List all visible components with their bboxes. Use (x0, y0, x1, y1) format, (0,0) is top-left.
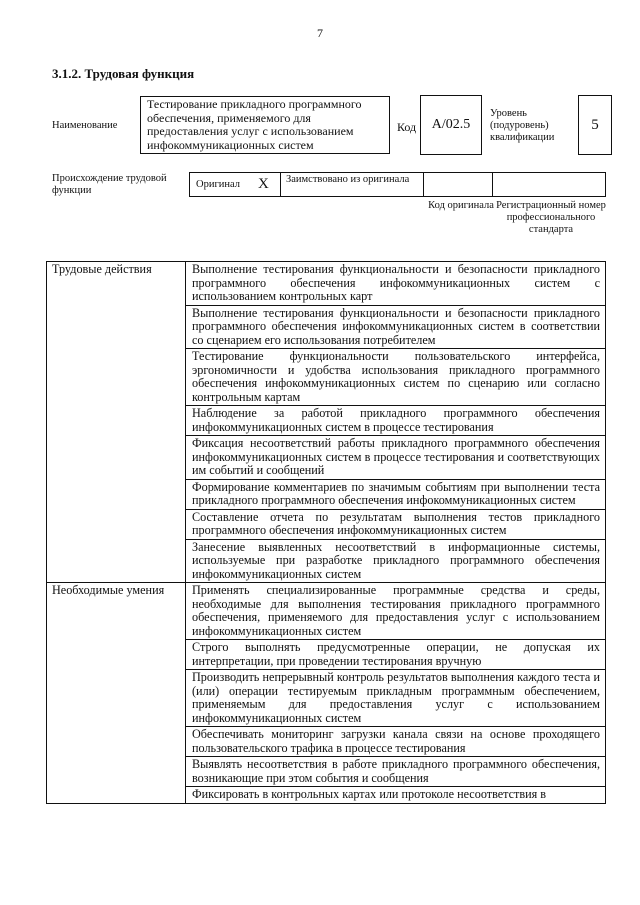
level-value: 5 (578, 95, 612, 155)
list-item: Тестирование функциональности пользовательского интерфейса, эргономичности и удобства использования прикладного программного обеспечения инфокоммуникационных систем по сценарию или согласно контрольным картам (186, 349, 606, 406)
origin-label: Происхождение трудовой функции (52, 173, 167, 196)
list-item: Фиксировать в контрольных картах или протоколе несоответствия в (186, 787, 606, 804)
level-label: Уровень (подуровень) квалификации (490, 108, 555, 143)
borrowed-cell: Заимствовано из оригинала (280, 172, 424, 197)
code-original-caption: Код оригинала (428, 200, 494, 211)
category-cell: Необходимые умения (47, 583, 186, 804)
page-number: 7 (317, 26, 323, 40)
list-item: Выполнение тестирования функциональности и безопасности прикладного программного обеспечения инфокоммуникационных систем с использованием контрольных карт (186, 262, 606, 306)
category-cell: Трудовые действия (47, 262, 186, 583)
original-mark: X (258, 176, 269, 192)
table-row (47, 583, 606, 640)
list-item: Строго выполнять предусмотренные операции, не допуская их интерпретации, при проведении тестирования вручную (186, 640, 606, 670)
code-value: A/02.5 (420, 95, 482, 155)
code-label: Код (397, 120, 417, 134)
list-item: Наблюдение за работой прикладного программного обеспечения инфокоммуникационных систем в процессе тестирования (186, 406, 606, 436)
original-label: Оригинал (196, 179, 240, 190)
name-label: Наименование (52, 120, 118, 131)
list-item: Производить непрерывный контроль результатов выполнения каждого теста и (или) операции тестируемым прикладным программным обеспечением, применяемым для предоставления услуг с использованием инфокоммуникационных систем (186, 670, 606, 727)
function-name-value: Тестирование прикладного программного обеспечения, применяемого для предоставления услуг с использованием инфокоммуникационных систем (140, 96, 390, 154)
reg-number-caption: Регистрационный номер профессионального стандарта (496, 200, 606, 235)
origin-row (190, 172, 608, 197)
list-item: Фиксация несоответствий работы прикладного программного обеспечения инфокоммуникационных систем в процессе тестирования и соответствующих им событий и сообщений (186, 436, 606, 480)
list-item: Формирование комментариев по значимым событиям при выполнении теста прикладного программного обеспечения инфокоммуникационных систем (186, 479, 606, 509)
function-details-table (46, 261, 606, 804)
list-item: Занесение выявленных несоответствий в информационные системы, используемые при разработке прикладного программного обеспечения инфокоммуникационных систем (186, 539, 606, 583)
reg-number-cell (492, 172, 606, 197)
table-row (47, 262, 606, 306)
code-original-cell (423, 172, 493, 197)
list-item: Обеспечивать мониторинг загрузки канала связи на основе проходящего пользовательского трафика в процессе тестирования (186, 727, 606, 757)
original-cell (189, 172, 281, 197)
list-item: Выполнение тестирования функциональности и безопасности прикладного программного обеспечения инфокоммуникационных систем в соответствии со сценарием его использования потребителем (186, 305, 606, 349)
section-title: 3.1.2. Трудовая функция (52, 66, 195, 81)
list-item: Применять специализированные программные средства и среды, необходимые для выполнения тестирования прикладного программного обеспечения, применяемого для предоставления услуг с использованием инфокоммуникационных систем (186, 583, 606, 640)
list-item: Выявлять несоответствия в работе прикладного программного обеспечения, возникающие при этом события и сообщения (186, 757, 606, 787)
list-item: Составление отчета по результатам выполнения тестов прикладного программного обеспечения инфокоммуникационных систем (186, 509, 606, 539)
